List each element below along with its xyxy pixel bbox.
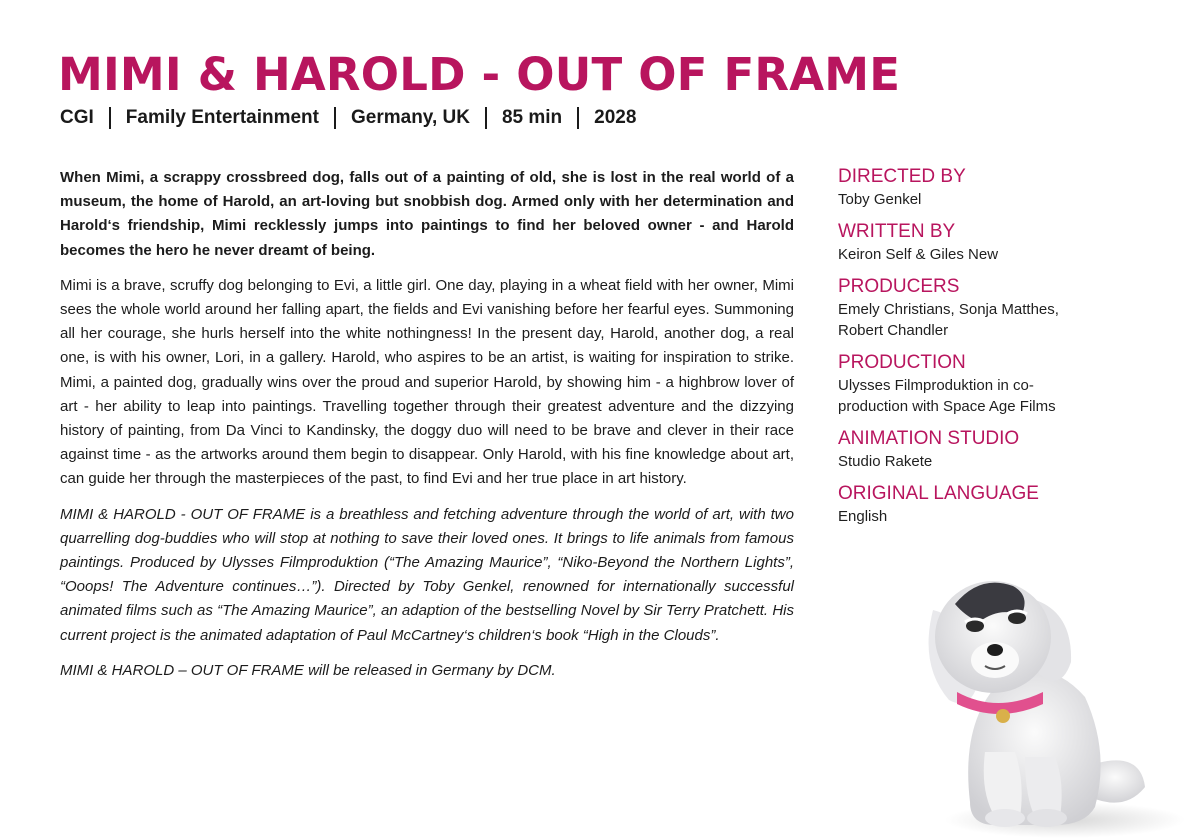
meta-divider [577, 107, 579, 129]
meta-runtime: 85 min [501, 107, 563, 128]
meta-country: Germany, UK [351, 107, 470, 128]
dog-paw [1027, 809, 1067, 827]
credit-production [838, 351, 1098, 417]
credit-label: PRODUCERS [838, 276, 960, 297]
credit-producers [838, 275, 1098, 341]
credit-directed-by [838, 165, 1098, 210]
credit-original-language [838, 482, 1098, 527]
meta-divider [485, 107, 487, 129]
credit-value: English [838, 508, 888, 525]
meta-year: 2028 [594, 107, 637, 128]
meta-divider [109, 107, 111, 129]
credit-value: Keiron Self & Giles New [838, 246, 999, 263]
dog-nose [987, 644, 1003, 656]
synopsis-paragraph: When Mimi, a scrappy crossbreed dog, falls out of a painting of old, she is lost in the real world of a museum, the home of Harold, an art-loving but snobbish dog. Armed only with her determination and Harold‘s friendship, Mimi recklessly jumps into paintings to find her beloved owner - and Harold becomes the hero he never dreamt of being. [60, 169, 794, 259]
credit-label: ORIGINAL LANGUAGE [838, 483, 1039, 504]
about-paragraph: MIMI & HAROLD - OUT OF FRAME is a breathless and fetching adventure through the world of art, with two quarrelling dog-buddies who will stop at nothing to save their loved ones. It brings to life animals from famous paintings. Produced by Ulysses Filmproduktion (“The Amazing Maurice”, “Niko-Beyond the Northern Lights”, “Ooops! The Adventure continues…”). Directed by Toby Genkel, renowned for internationally successful animated films such as “The Amazing Maurice”, an adaption of the bestselling Novel by Sir Terry Pratchett. His current project is the animated adaptation of Paul McCartney‘s children‘s book “High in the Clouds”. [60, 505, 794, 644]
credit-label: ANIMATION STUDIO [838, 428, 1020, 449]
release-paragraph: MIMI & HAROLD – OUT OF FRAME will be released in Germany by DCM. [60, 661, 556, 679]
credit-label: PRODUCTION [838, 352, 966, 373]
meta-genre: Family Entertainment [125, 107, 319, 128]
credit-value: Toby Genkel [838, 191, 922, 208]
credit-label: DIRECTED BY [838, 166, 966, 187]
meta-divider [334, 107, 336, 129]
main-text [60, 166, 794, 694]
page-title: MIMI & HAROLD - OUT OF FRAME [58, 48, 901, 101]
credit-animation-studio [838, 427, 1098, 472]
dog-paw [985, 809, 1025, 827]
credits-sidebar [838, 165, 1098, 537]
credit-written-by [838, 220, 1098, 265]
credit-value: Studio Rakete [838, 453, 933, 470]
credit-value: Ulysses Filmproduktion in co-production with Space Age Films [838, 377, 1056, 415]
collar-tag [996, 709, 1010, 723]
film-meta [60, 104, 636, 132]
story-paragraph: Mimi is a brave, scruffy dog belonging to Evi, a little girl. One day, playing in a wheat field with her owner, Mimi sees the whole world around her falling apart, the fields and Evi vanishing before her fearful eyes. Summoning all her courage, she hurls herself into the white nothingness! In the present day, Harold, another dog, a real one, is with his owner, Lori, in a gallery. Harold, who aspires to be an artist, is waiting for inspiration to strike. Mimi, a painted dog, gradually wins over the proud and superior Harold, by showing him - a highbrow lover of art - her ability to leap into paintings. Travelling together through their greatest adventure and the dizzying history of painting, from Da Vinci to Kandinsky, the doggy duo will need to be brave and clever in their race against time - as the artworks around them begin to disappear. Only Harold, with his fine knowledge about art, can guide her through the masterpieces of the past, to find Evi and her true place in art history. [60, 276, 794, 488]
meta-format: CGI [60, 107, 94, 128]
credit-label: WRITTEN BY [838, 221, 956, 242]
dog-character-illustration [885, 552, 1191, 840]
credit-value: Emely Christians, Sonja Matthes, Robert Chandler [838, 301, 1059, 339]
